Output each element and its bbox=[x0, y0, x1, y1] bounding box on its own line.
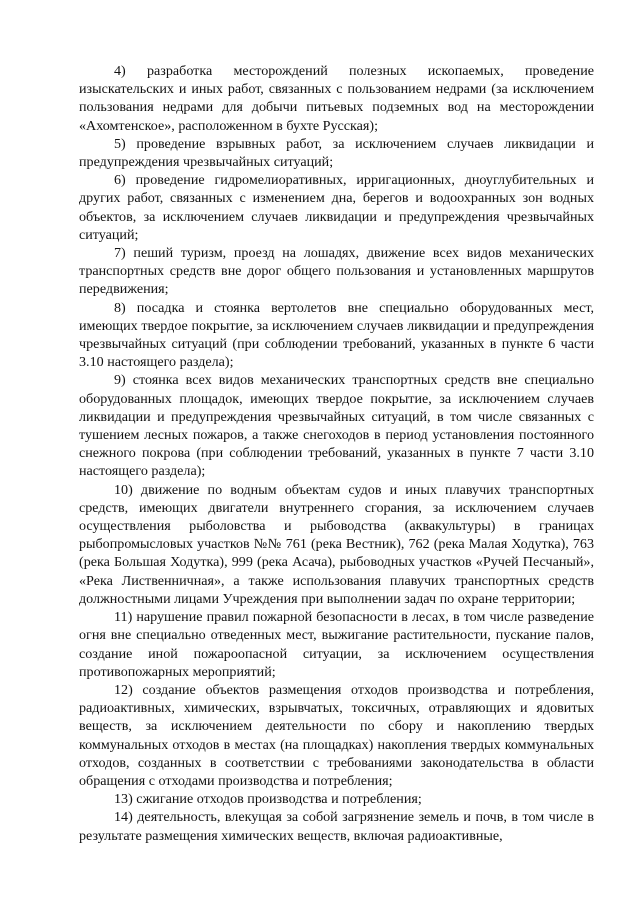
document-page bbox=[79, 62, 594, 845]
list-item-8: 8) посадка и стоянка вертолетов вне специально оборудованных мест, имеющих твердое покрытие, за исключением случаев ликвидации и предупреждения чрезвычайных ситуаций (при соблюдении требований, указанных в пункте 6 части 3.10 настоящего раздела); bbox=[79, 299, 594, 371]
list-item-7: 7) пеший туризм, проезд на лошадях, движение всех видов механических транспортных средств вне дорог общего пользования и установленных маршрутов передвижения; bbox=[79, 245, 594, 298]
list-item-10: 10) движение по водным объектам судов и иных плавучих транспортных средств, имеющих двигатели внутреннего сгорания, за исключением случаев осуществления рыболовства и рыбоводства (аквакультуры) в границах рыбопромысловых участков №№ 761 (река Вестник), 762 (река Малая Ходутка), 763 (река Большая Ходутка), 999 (река Асача), рыбоводных участков «Ручей Песчаный», «Река Лиственничная», а также использования плавучих транспортных средств должностными лицами Учреждения при выполнении задач по охране территории; bbox=[79, 481, 594, 607]
list-item-11: 11) нарушение правил пожарной безопасности в лесах, в том числе разведение огня вне специально отведенных мест, выжигание растительности, пускание палов, создание иной пожароопасной ситуации, за исключением осуществления противопожарных мероприятий; bbox=[79, 609, 594, 680]
list-item-9: 9) стоянка всех видов механических транспортных средств вне специально оборудованных площадок, имеющих твердое покрытие, за исключением случаев ликвидации и предупреждения чрезвычайных ситуаций, в том числе связанных с тушением лесных пожаров, а также снегоходов в период установления постоянного снежного покрова (при соблюдении требований, указанных в пункте 7 части 3.10 настоящего раздела); bbox=[79, 372, 594, 480]
list-item-13: 13) сжигание отходов производства и потребления; bbox=[114, 791, 422, 808]
list-item-4: 4) разработка месторождений полезных ископаемых, проведение изыскательских и иных работ, связанных с пользованием недрами (за исключением пользования недрами для добычи питьевых подземных вод на месторождении «Ахомтенское», расположенном в бухте Русская); bbox=[79, 63, 594, 134]
list-item-14: 14) деятельность, влекущая за собой загрязнение земель и почв, в том числе в результате размещения химических веществ, включая радиоактивные, bbox=[79, 809, 594, 844]
list-item-12: 12) создание объектов размещения отходов производства и потребления, радиоактивных, химических, взрывчатых, токсичных, отравляющих и ядовитых веществ, за исключением деятельности по сбору и накоплению твердых коммунальных отходов в местах (на площадках) накопления твердых коммунальных отходов, созданных в соответствии с требованиями законодательства в области обращения с отходами производства и потребления; bbox=[79, 681, 594, 789]
list-item-6: 6) проведение гидромелиоративных, ирригационных, дноуглубительных и других работ, связанных с изменением дна, берегов и водоохранных зон водных объектов, за исключением случаев ликвидации и предупреждения чрезвычайных ситуаций; bbox=[79, 172, 594, 243]
list-item-5: 5) проведение взрывных работ, за исключением случаев ликвидации и предупреждения чрезвычайных ситуаций; bbox=[79, 135, 594, 171]
